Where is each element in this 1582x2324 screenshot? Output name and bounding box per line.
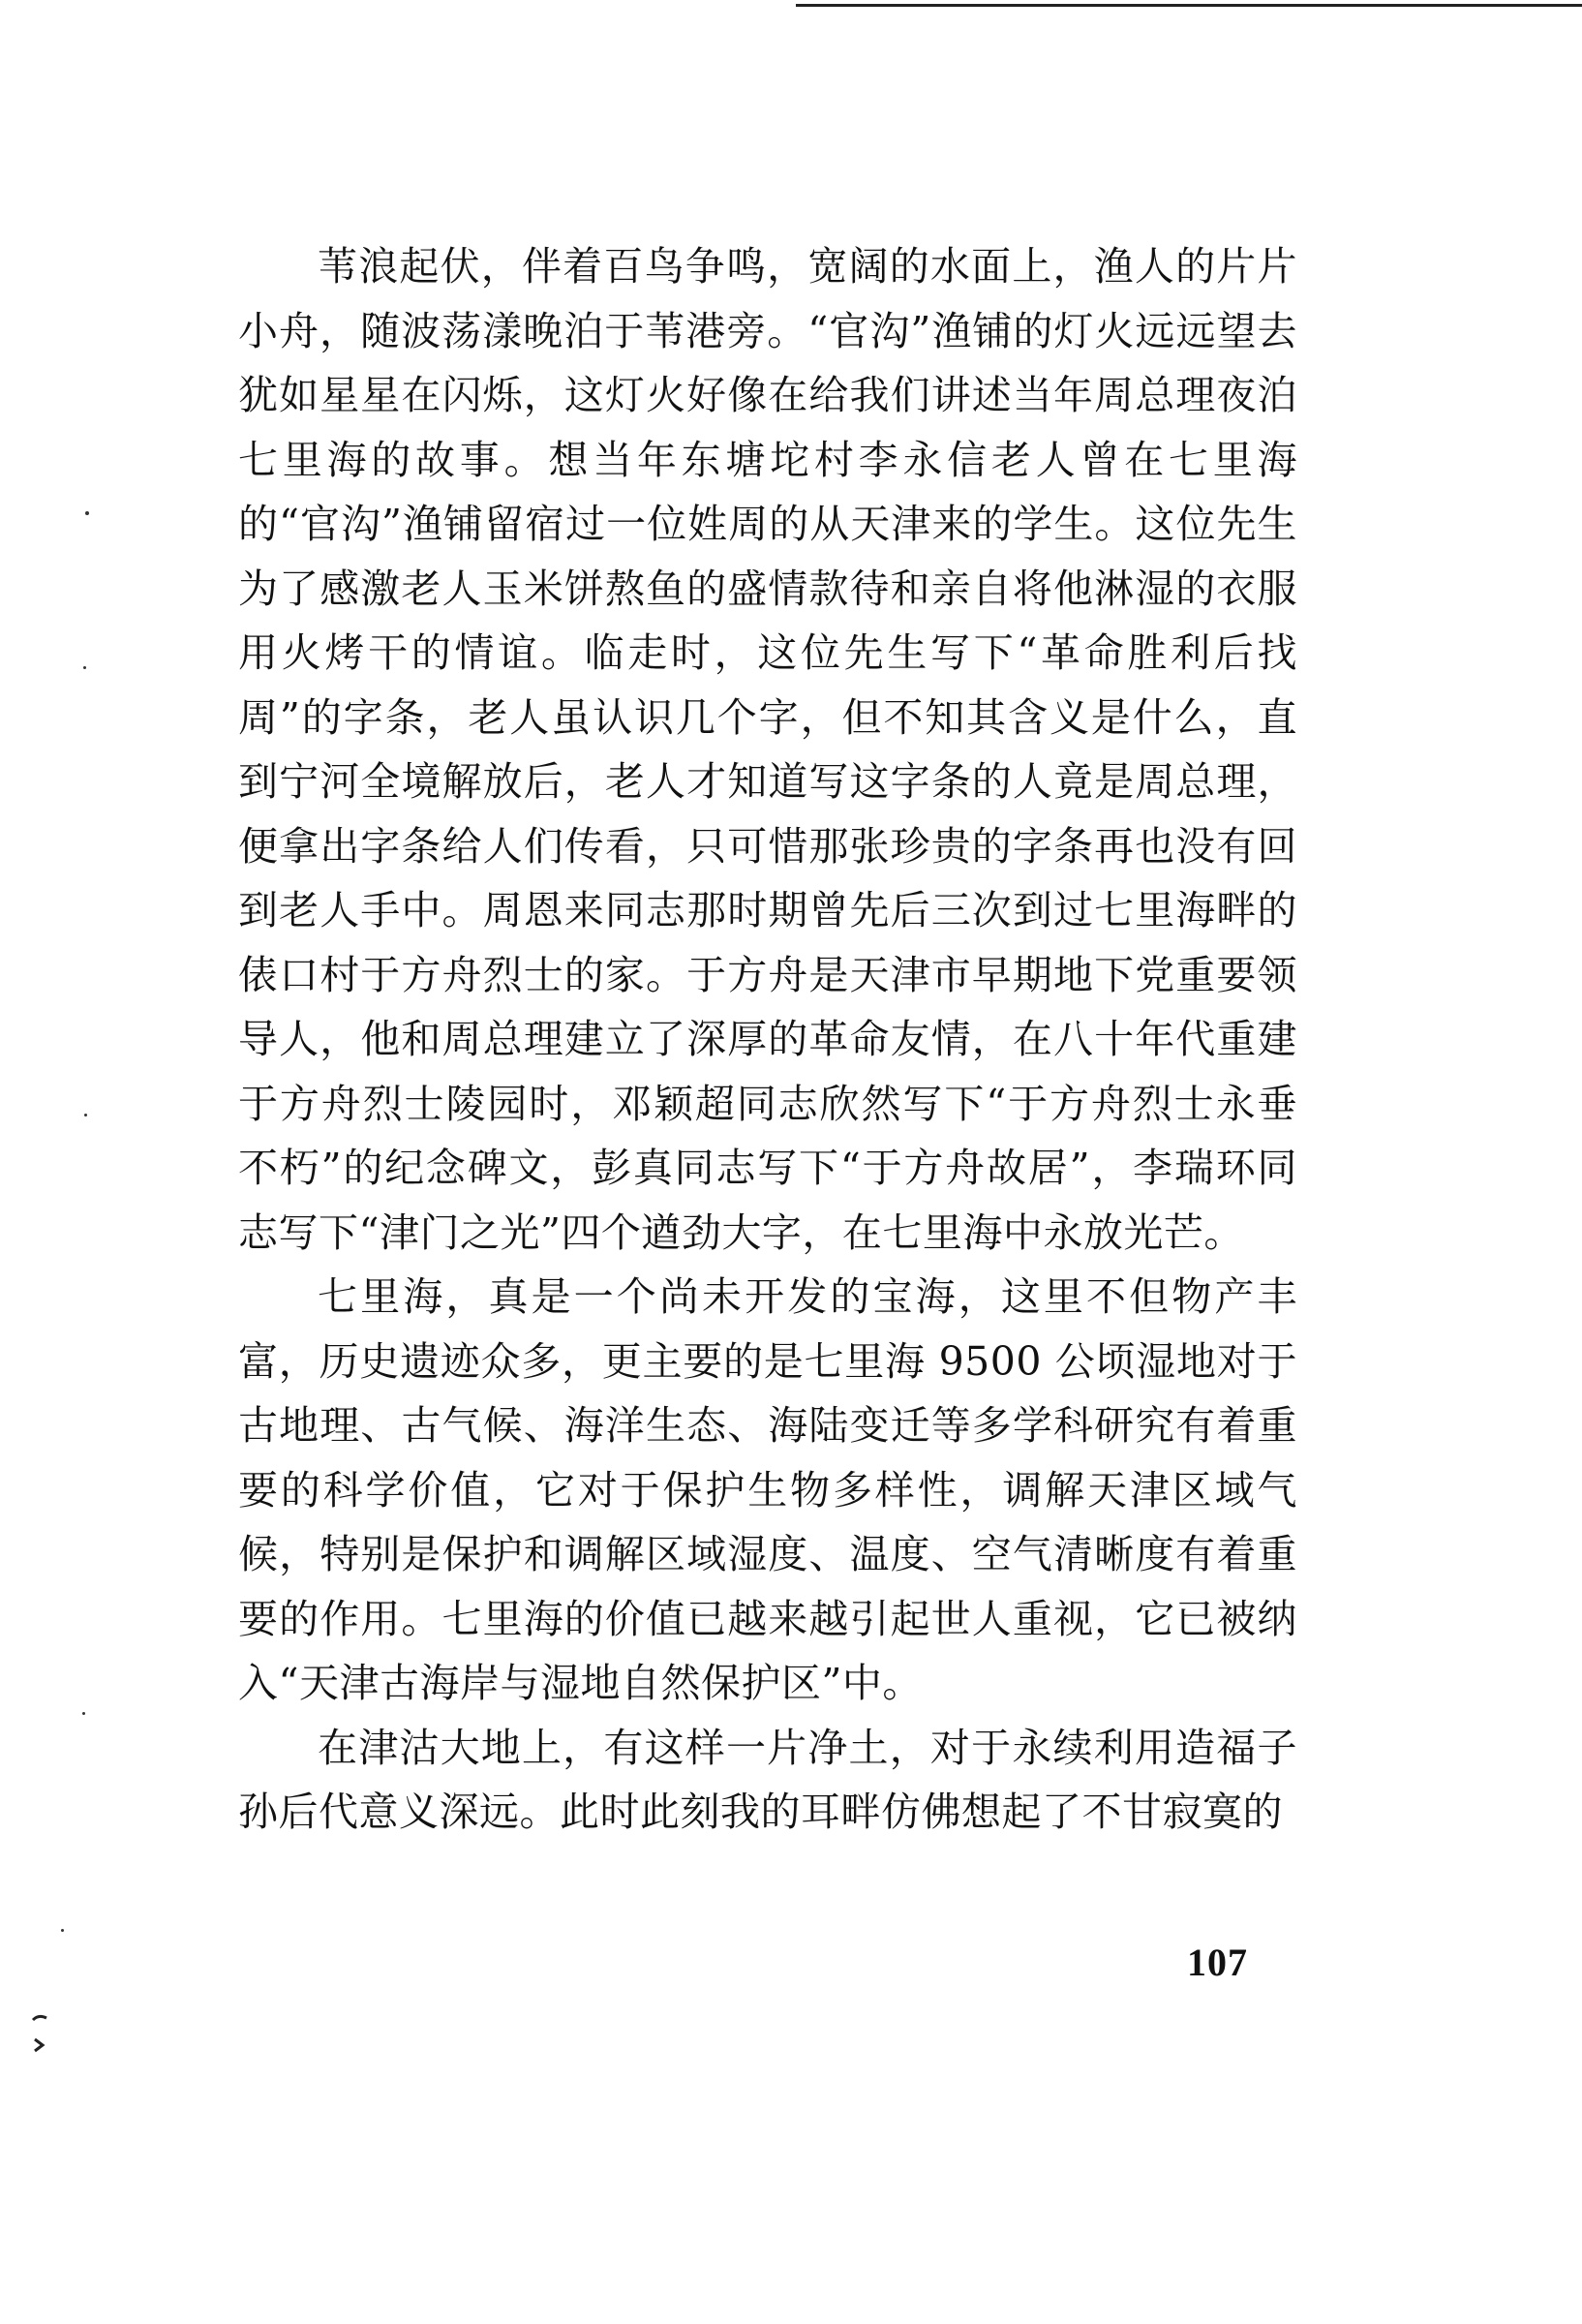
- body-text: [238, 234, 1297, 1845]
- scan-speck: [82, 1712, 85, 1715]
- paragraph-1: 苇浪起伏，伴着百鸟争鸣，宽阔的水面上，渔人的片片小舟，随波荡漾晚泊于苇港旁。“官沟”渔铺的灯火远远望去犹如星星在闪烁，这灯火好像在给我们讲述当年周总理夜泊七里海的故事。想当年东塘坨村李永信老人曾在七里海的“官沟”渔铺留宿过一位姓周的从天津来的学生。这位先生为了感激老人玉米饼熬鱼的盛情款待和亲自将他淋湿的衣服用火烤干的情谊。临走时，这位先生写下“革命胜利后找周”的字条，老人虽认识几个字，但不知其含义是什么，直到宁河全境解放后，老人才知道写这字条的人竟是周总理，便拿出字条给人们传看，只可惜那张珍贵的字条再也没有回到老人手中。周恩来同志那时期曾先后三次到过七里海畔的俵口村于方舟烈士的家。于方舟是天津市早期地下党重要领导人，他和周总理建立了深厚的革命友情，在八十年代重建于方舟烈士陵园时，邓颖超同志欣然写下“于方舟烈士永垂不朽”的纪念碑文，彭真同志写下“于方舟故居”，李瑞环同志写下“津门之光”四个遒劲大字，在七里海中永放光芒。: [238, 243, 1297, 1256]
- paragraph-2: 七里海，真是一个尚未开发的宝海，这里不但物产丰富，历史遗迹众多，更主要的是七里海 9500 公顷湿地对于古地理、古气候、海洋生态、海陆变迁等多学科研究有着重要的科学价值，它对于保护生物多样性，调解天津区域气候，特别是保护和调解区域湿度、温度、空气清晰度有着重要的作用。七里海的价值已越来越引起世人重视，它已被纳入“天津古海岸与湿地自然保护区”中。: [238, 1273, 1297, 1706]
- scan-speck: [84, 1114, 87, 1116]
- scan-edge-mark: [29, 2012, 50, 2055]
- header-rule: [796, 4, 1582, 7]
- page-number: 107: [1187, 1941, 1248, 1984]
- scan-speck: [83, 666, 86, 669]
- scan-speck: [61, 1929, 64, 1932]
- paragraph-3: 在津沽大地上，有这样一片净土，对于永续利用造福子孙后代意义深远。此时此刻我的耳畔仿佛想起了不甘寂寞的: [238, 1724, 1297, 1835]
- scan-speck: [85, 511, 89, 515]
